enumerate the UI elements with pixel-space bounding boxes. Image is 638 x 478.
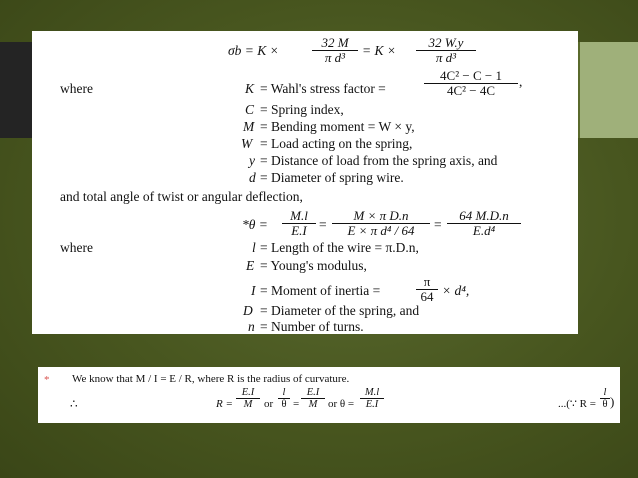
def-symbol: I	[251, 283, 256, 298]
def-text: = Spring index,	[260, 102, 344, 117]
theta-fraction-c	[447, 209, 521, 238]
def-symbol: l	[252, 240, 256, 255]
theta-fraction-a	[282, 209, 316, 238]
fraction-numerator: M.l	[282, 209, 316, 224]
footnote-panel	[38, 367, 620, 423]
or-label: or	[264, 398, 274, 410]
footnote-star: *	[44, 374, 50, 386]
inertia-fraction	[416, 275, 438, 304]
fraction-denominator: 4C² − 4C	[446, 83, 496, 98]
def-text: = Length of the wire = π.D.n,	[260, 240, 419, 255]
closing-paren: )	[610, 394, 615, 409]
def-text: = Diameter of the spring, and	[260, 303, 420, 318]
fraction-32m	[312, 36, 358, 65]
fraction-numerator: 4C² − C − 1	[424, 69, 518, 84]
where-label: where	[60, 240, 93, 255]
where-label: where	[60, 81, 93, 96]
fraction-numerator: l	[600, 387, 610, 399]
fraction-numerator: E.I	[236, 387, 260, 399]
fraction-denominator: θ	[281, 399, 287, 410]
fraction-denominator: 64	[420, 289, 434, 304]
fraction-numerator: M.l	[360, 387, 384, 399]
fraction-numerator: E.I	[301, 387, 325, 399]
def-text: = Bending moment = W × y,	[260, 119, 415, 134]
def-symbol: E	[246, 258, 255, 273]
or-theta-equals: or θ =	[328, 398, 355, 410]
footnote-text: We know that M / I = E / R, where R is the radius of curvature.	[72, 373, 350, 385]
theta-lhs: *θ =	[242, 217, 268, 232]
inertia-tail: × d⁴,	[442, 283, 470, 298]
def-text: = Diameter of spring wire.	[260, 170, 404, 185]
wahl-comma: ,	[519, 74, 523, 89]
formula-panel	[32, 31, 578, 334]
def-symbol: K	[245, 81, 255, 96]
equals-k: = K ×	[362, 43, 396, 58]
fraction-numerator: π	[416, 275, 438, 290]
def-symbol: y	[249, 153, 255, 168]
fraction-denominator: π d³	[324, 50, 346, 65]
theta-fraction-b	[332, 209, 430, 238]
fraction-numerator: l	[278, 387, 290, 399]
fraction-denominator: E.I	[365, 399, 379, 410]
def-text: = Number of turns.	[260, 319, 364, 334]
fraction-since	[600, 387, 610, 410]
fraction-denominator: θ	[602, 399, 608, 410]
def-symbol: n	[248, 319, 255, 334]
fraction-denominator: M	[243, 399, 253, 410]
def-symbol: d	[249, 170, 256, 185]
fraction-l-theta	[278, 387, 290, 410]
def-symbol: D	[243, 303, 253, 318]
intro-text: and total angle of twist or angular deflection,	[60, 189, 303, 204]
r-equals: R =	[216, 398, 233, 410]
fraction-numerator: 64 M.D.n	[447, 209, 521, 224]
fraction-ei-m-2	[301, 387, 325, 410]
fraction-denominator: E × π d⁴ / 64	[347, 223, 415, 238]
fraction-ei-m	[236, 387, 260, 410]
def-text: = Load acting on the spring,	[260, 136, 413, 151]
def-symbol: M	[243, 119, 255, 134]
def-symbol: C	[245, 102, 255, 117]
def-text: = Distance of load from the spring axis, and	[260, 153, 498, 168]
fraction-numerator: M × π D.n	[332, 209, 430, 224]
light-accent-bar	[580, 42, 638, 138]
dark-accent-bar	[0, 42, 34, 138]
equals-sign: =	[319, 217, 327, 232]
def-text: = Wahl's stress factor =	[260, 81, 386, 96]
fraction-32wy	[416, 36, 476, 65]
sigma-label: σb = K ×	[228, 43, 279, 58]
therefore-symbol: ∴	[70, 397, 78, 411]
wahl-fraction	[424, 69, 518, 98]
fraction-denominator: E.I	[291, 223, 307, 238]
equals-sign: =	[434, 217, 442, 232]
def-text: = Moment of inertia =	[260, 283, 381, 298]
fraction-denominator: E.d⁴	[472, 223, 496, 238]
def-text: = Young's modulus,	[260, 258, 367, 273]
fraction-numerator: 32 W.y	[416, 36, 476, 51]
def-symbol: W	[241, 136, 253, 151]
fraction-denominator: M	[308, 399, 318, 410]
fraction-ml-ei	[360, 387, 384, 410]
fraction-denominator: π d³	[435, 50, 457, 65]
equals-sign: =	[293, 398, 300, 410]
fraction-numerator: 32 M	[312, 36, 358, 51]
since-label: ...(∵ R =	[558, 398, 596, 410]
